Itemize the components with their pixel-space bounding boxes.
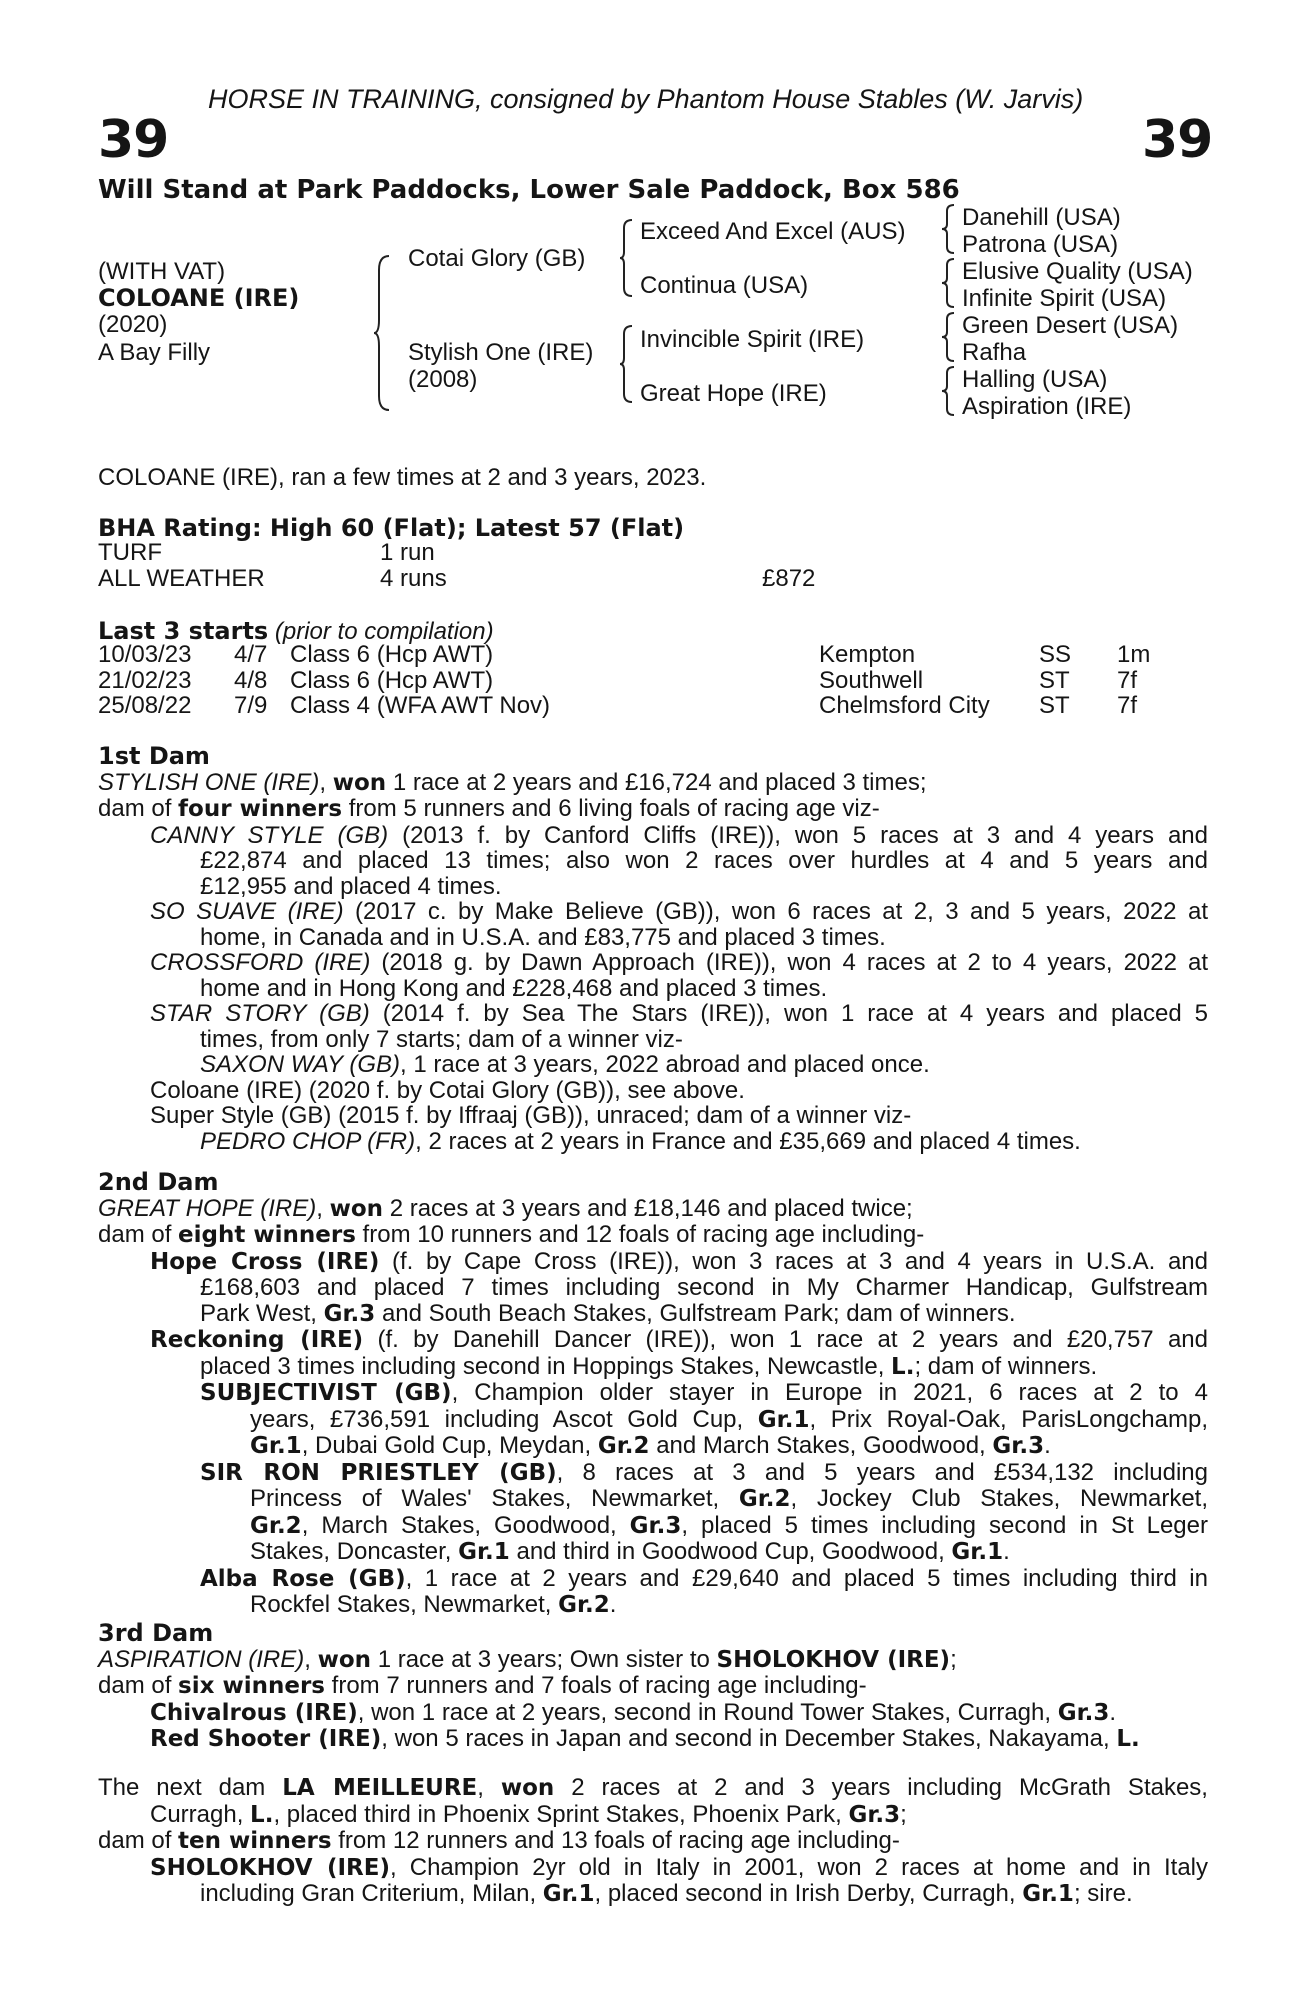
text-run: ; dam of winners. — [914, 1352, 1098, 1380]
text-run: years, £736,591 including Ascot Gold Cup, — [250, 1405, 758, 1433]
text-run: from 10 runners and 12 foals of racing age including- — [355, 1221, 925, 1248]
text-run: (f. by Danehill Dancer (IRE)), won 1 race at 2 years and £20,757 and — [363, 1326, 1209, 1353]
produce-name: SO SUAVE (IRE) — [150, 898, 344, 925]
lot-number-right: 39 — [1142, 110, 1213, 170]
pedigree-sire: Cotai Glory (GB) — [408, 245, 586, 272]
text-run: and March Stakes, Goodwood, — [649, 1432, 993, 1459]
dam-name: STYLISH ONE (IRE) — [98, 768, 320, 796]
first-dam-line: £12,955 and placed 4 times. — [200, 872, 502, 900]
text-run: , — [319, 768, 333, 796]
text-run: Princess of Wales' Stakes, Newmarket, — [250, 1485, 739, 1512]
text-run: (2014 f. by Sea The Stars (IRE)), won 1 race at 4 years and placed 5 — [369, 1000, 1208, 1027]
text-run: , won 1 race at 2 years, second in Round Tower Stakes, Curragh, — [357, 1698, 1058, 1726]
winners-count: six winners — [178, 1673, 325, 1699]
pedigree-brace-g4 — [940, 365, 956, 417]
second-dam-line — [98, 1460, 1208, 1487]
first-dam-line: £22,874 and placed 13 times; also won 2 races over hurdles at 4 and 5 years and — [200, 847, 1208, 874]
bha-surface: ALL WEATHER — [98, 564, 265, 592]
third-dam-line — [98, 1700, 1208, 1727]
text-run: from 12 runners and 13 foals of racing age including- — [331, 1827, 900, 1854]
horse-year: (2020) — [98, 311, 168, 338]
second-dam-line — [98, 1592, 1208, 1619]
third-dam-line — [98, 1726, 1208, 1753]
text-run: , Champion 2yr old in Italy in 2001, won 2 races at home and in Italy — [390, 1853, 1209, 1881]
bha-runs: 4 runs — [380, 564, 447, 592]
text-run: . — [1109, 1698, 1117, 1726]
grade-label: Gr.2 — [738, 1486, 791, 1512]
text-run: ; sire. — [1073, 1880, 1133, 1907]
text-run: from 7 runners and 7 foals of racing age including- — [324, 1672, 867, 1699]
text-run: , — [477, 1774, 501, 1801]
second-dam-line: £168,603 and placed 7 times including second in My Charmer Handicap, Gulfstream — [200, 1274, 1208, 1301]
grade-label: Gr.2 — [597, 1433, 650, 1459]
grade-label: Gr.3 — [1057, 1699, 1110, 1726]
first-dam-line: times, from only 7 starts; dam of a winner viz- — [200, 1025, 683, 1053]
pedigree-brace-g2 — [940, 257, 956, 309]
text-run: ; — [900, 1800, 907, 1828]
start-position: 7/9 — [234, 692, 268, 719]
produce-name: Reckoning (IRE) — [150, 1327, 364, 1353]
pedigree-brace-g3 — [940, 311, 956, 363]
grade-label: Gr.3 — [992, 1433, 1045, 1459]
pedigree-dam-sire: Invincible Spirit (IRE) — [640, 326, 865, 353]
text-run: , Prix Royal-Oak, ParisLongchamp, — [809, 1405, 1209, 1433]
pedigree-g4-8: Aspiration (IRE) — [962, 393, 1132, 420]
text-run: , — [316, 1194, 330, 1222]
third-dam-line — [98, 1647, 1208, 1674]
second-dam-line — [98, 1407, 1208, 1434]
grade-label: Gr.1 — [250, 1433, 302, 1459]
text-run: (2018 g. by Dawn Approach (IRE)), won 4 races at 2 to 4 years, 2022 at — [370, 949, 1208, 976]
won-label: won — [329, 1195, 384, 1222]
stable-location: Will Stand at Park Paddocks, Lower Sale Paddock, Box 586 — [98, 175, 960, 205]
start-date: 10/03/23 — [98, 641, 192, 668]
next-dam-line — [98, 1802, 1208, 1829]
text-run: Park West, — [200, 1299, 324, 1327]
horse-description: A Bay Filly — [98, 339, 211, 366]
first-dam-line: home, in Canada and in U.S.A. and £83,775 and placed 3 times. — [200, 923, 886, 951]
start-race: Class 6 (Hcp AWT) — [290, 641, 494, 668]
next-dam-line — [98, 1775, 1208, 1802]
second-dam-line — [98, 1433, 1208, 1460]
text-run: . — [609, 1591, 617, 1618]
second-dam-line — [98, 1513, 1208, 1540]
grade-label: Gr.2 — [558, 1592, 610, 1618]
won-label: won — [500, 1775, 555, 1801]
pedigree-brace-sire — [618, 218, 634, 298]
produce-name: Red Shooter (IRE) — [150, 1726, 382, 1752]
second-dam-section — [98, 1170, 1208, 1619]
grade-label: Gr.1 — [1022, 1881, 1074, 1907]
text-run: , placed 5 times including second in St Leger — [681, 1511, 1208, 1539]
first-dam-line — [98, 1001, 1208, 1027]
text-run: from 5 runners and 6 living foals of racing age viz- — [342, 795, 880, 822]
text-run: , 1 race at 3 years, 2022 abroad and placed once. — [400, 1051, 930, 1078]
pedigree-g4-3: Elusive Quality (USA) — [962, 258, 1193, 285]
pedigree-g4-5: Green Desert (USA) — [962, 312, 1179, 339]
produce-name: Chivalrous (IRE) — [150, 1699, 358, 1726]
text-run: including Gran Criterium, Milan, — [200, 1880, 543, 1907]
pedigree-dam: Stylish One (IRE) — [408, 339, 594, 366]
first-dam-line: Super Style (GB) (2015 f. by Iffraaj (GB)), unraced; dam of a winner viz- — [150, 1102, 912, 1129]
text-run: (2017 c. by Make Believe (GB)), won 6 races at 2, 3 and 5 years, 2022 at — [343, 898, 1208, 925]
text-run: , 8 races at 3 and 5 years and £534,132 including — [556, 1458, 1209, 1486]
start-race: Class 4 (WFA AWT Nov) — [290, 692, 551, 719]
start-going: SS — [1039, 641, 1072, 668]
dam-name: LA MEILLEURE — [282, 1775, 478, 1801]
grade-label: L. — [1116, 1726, 1140, 1752]
text-run: , won 5 races in Japan and second in December Stakes, Nakayama, — [381, 1725, 1117, 1752]
consignor-title: HORSE IN TRAINING, consigned by Phantom House Stables (W. Jarvis) — [208, 84, 1084, 114]
bha-surface: TURF — [98, 539, 162, 566]
pedigree-g4-4: Infinite Spirit (USA) — [962, 285, 1167, 312]
won-label: won — [332, 769, 387, 796]
second-dam-line — [98, 1380, 1208, 1407]
first-dam-line: home and in Hong Kong and £228,468 and placed 3 times. — [200, 974, 828, 1002]
second-dam-line — [98, 1222, 1208, 1249]
text-run: 1 race at 2 years and £16,724 and placed 3 times; — [386, 768, 927, 796]
text-run: (2013 f. by Canford Cliffs (IRE)), won 5 races at 3 and 4 years and — [388, 821, 1208, 849]
won-label: won — [317, 1646, 372, 1673]
winners-count: four winners — [178, 796, 343, 822]
text-run: 2 races at 3 years and £18,146 and placed twice; — [383, 1194, 913, 1222]
last-starts-note: (prior to compilation) — [274, 618, 494, 645]
produce-name: Hope Cross (IRE) — [150, 1248, 380, 1275]
text-run: , 2 races at 2 years in France and £35,669 and placed 4 times. — [415, 1127, 1081, 1155]
second-dam-line — [98, 1354, 1208, 1381]
pedigree-sire-dam: Continua (USA) — [640, 272, 809, 299]
bha-runs: 1 run — [380, 539, 435, 566]
first-dam-line — [98, 1129, 1208, 1155]
winners-count: ten winners — [178, 1828, 332, 1854]
start-race: Class 6 (Hcp AWT) — [290, 666, 494, 694]
grade-label: L. — [250, 1801, 274, 1828]
dam-name: GREAT HOPE (IRE) — [98, 1194, 317, 1222]
start-course: Kempton — [819, 641, 916, 668]
second-dam-heading: 2nd Dam — [98, 1168, 219, 1196]
third-dam-heading: 3rd Dam — [98, 1619, 214, 1647]
produce-name: SUBJECTIVIST (GB) — [200, 1380, 452, 1406]
pedigree-sire-sire: Exceed And Excel (AUS) — [640, 218, 906, 245]
grade-label: L. — [891, 1353, 915, 1380]
first-dam-line: Coloane (IRE) (2020 f. by Cotai Glory (GB)), see above. — [150, 1076, 745, 1104]
text-run: placed 3 times including second in Hoppings Stakes, Newcastle, — [200, 1352, 892, 1380]
grade-label: Gr.1 — [757, 1406, 810, 1433]
start-date: 21/02/23 — [98, 666, 192, 694]
second-dam-line — [98, 1249, 1208, 1276]
start-distance: 7f — [1117, 666, 1138, 694]
text-run: and South Beach Stakes, Gulfstream Park; dam of winners. — [375, 1299, 1016, 1327]
horse-name: COLOANE (IRE) — [98, 284, 300, 312]
pedigree-brace-g1 — [940, 203, 956, 255]
start-distance: 1m — [1117, 641, 1151, 668]
first-dam-line — [98, 899, 1208, 925]
text-run: ; — [950, 1645, 957, 1673]
pedigree-dam-year: (2008) — [408, 366, 478, 393]
start-position: 4/8 — [234, 666, 268, 694]
first-dam-line — [98, 796, 1208, 823]
bha-rating: BHA Rating: High 60 (Flat); Latest 57 (Flat) — [98, 514, 685, 542]
race-summary: COLOANE (IRE), ran a few times at 2 and 3 years, 2023. — [98, 464, 707, 491]
produce-name: STAR STORY (GB) — [150, 1000, 370, 1027]
produce-name: SAXON WAY (GB) — [200, 1051, 401, 1078]
pedigree-brace-main — [372, 254, 392, 412]
next-dam-line — [98, 1881, 1208, 1908]
start-going: ST — [1039, 692, 1070, 719]
text-run: . — [1044, 1432, 1051, 1459]
start-date: 25/08/22 — [98, 692, 192, 719]
text-run: Rockfel Stakes, Newmarket, — [250, 1591, 559, 1618]
text-run: , — [304, 1645, 318, 1673]
vat-note: (WITH VAT) — [98, 258, 226, 285]
pedigree-g4-2: Patrona (USA) — [962, 231, 1119, 258]
produce-name: CANNY STYLE (GB) — [150, 821, 389, 849]
first-dam-line — [98, 823, 1208, 849]
grade-label: Gr.2 — [250, 1512, 302, 1539]
first-dam-heading: 1st Dam — [98, 742, 210, 770]
bha-prize: £872 — [762, 564, 816, 592]
second-dam-line — [98, 1566, 1208, 1593]
produce-name: PEDRO CHOP (FR) — [200, 1127, 416, 1155]
third-dam-section — [98, 1621, 1208, 1753]
lot-number-left: 39 — [98, 110, 169, 170]
text-run: , placed third in Phoenix Sprint Stakes, Phoenix Park, — [273, 1800, 849, 1828]
text-run: and third in Goodwood Cup, Goodwood, — [509, 1538, 952, 1565]
text-run: 2 races at 2 and 3 years including McGrath Stakes, — [554, 1774, 1208, 1801]
text-run: , Dubai Gold Cup, Meydan, — [301, 1432, 598, 1459]
winners-count: eight winners — [178, 1222, 356, 1248]
dam-name: ASPIRATION (IRE) — [98, 1645, 305, 1673]
second-dam-line — [98, 1301, 1208, 1328]
start-course: Southwell — [819, 666, 924, 694]
produce-name: Alba Rose (GB) — [200, 1565, 406, 1592]
text-run: 1 race at 3 years; Own sister to — [371, 1645, 717, 1673]
next-dam-line — [98, 1828, 1208, 1855]
pedigree-g4-7: Halling (USA) — [962, 366, 1108, 393]
text-run: Stakes, Doncaster, — [250, 1538, 459, 1565]
text-run: . — [1003, 1538, 1010, 1565]
start-distance: 7f — [1117, 692, 1138, 719]
text-run: , 1 race at 2 years and £29,640 and placed 5 times including third in — [405, 1564, 1208, 1592]
first-dam-line — [98, 950, 1208, 976]
text-run: (f. by Cape Cross (IRE)), won 3 races at 3 and 4 years in U.S.A. and — [379, 1247, 1208, 1275]
text-run: , March Stakes, Goodwood, — [301, 1511, 630, 1539]
text-run: Curragh, — [150, 1800, 251, 1828]
second-dam-line — [98, 1196, 1208, 1223]
produce-name: CROSSFORD (IRE) — [150, 949, 371, 976]
text-run: dam of — [98, 1221, 179, 1248]
pedigree-dam-dam: Great Hope (IRE) — [640, 380, 827, 407]
produce-name: SIR RON PRIESTLEY (GB) — [200, 1459, 557, 1486]
pedigree-g4-1: Danehill (USA) — [962, 204, 1121, 231]
grade-label: Gr.1 — [951, 1539, 1004, 1565]
text-run: The next dam — [98, 1774, 283, 1801]
text-run: , placed second in Irish Derby, Curragh, — [594, 1880, 1023, 1907]
second-dam-line — [98, 1539, 1208, 1566]
first-dam-section — [98, 744, 1208, 1154]
last-starts-heading: Last 3 starts — [98, 617, 269, 645]
third-dam-line — [98, 1673, 1208, 1700]
start-position: 4/7 — [234, 641, 268, 668]
pedigree-brace-dam — [618, 324, 634, 404]
first-dam-line — [98, 1052, 1208, 1078]
second-dam-line — [98, 1486, 1208, 1513]
produce-name: SHOLOKHOV (IRE) — [716, 1646, 951, 1673]
start-going: ST — [1039, 666, 1070, 694]
pedigree-g4-6: Rafha — [962, 339, 1027, 366]
first-dam-line — [98, 770, 1208, 797]
second-dam-line — [98, 1327, 1208, 1354]
text-run: , Jockey Club Stakes, Newmarket, — [790, 1485, 1208, 1512]
text-run: dam of — [98, 1672, 179, 1699]
grade-label: Gr.3 — [848, 1801, 901, 1828]
next-dam-line — [98, 1855, 1208, 1882]
grade-label: Gr.1 — [458, 1539, 510, 1565]
next-dam-section — [98, 1775, 1208, 1908]
text-run: , Champion older stayer in Europe in 2021, 6 races at 2 to 4 — [451, 1379, 1208, 1406]
grade-label: Gr.1 — [542, 1881, 595, 1907]
text-run: dam of — [98, 795, 179, 822]
produce-name: SHOLOKHOV (IRE) — [150, 1854, 390, 1881]
text-run: dam of — [98, 1827, 179, 1854]
grade-label: Gr.3 — [629, 1512, 682, 1539]
grade-label: Gr.3 — [323, 1300, 376, 1327]
start-course: Chelmsford City — [819, 692, 990, 719]
